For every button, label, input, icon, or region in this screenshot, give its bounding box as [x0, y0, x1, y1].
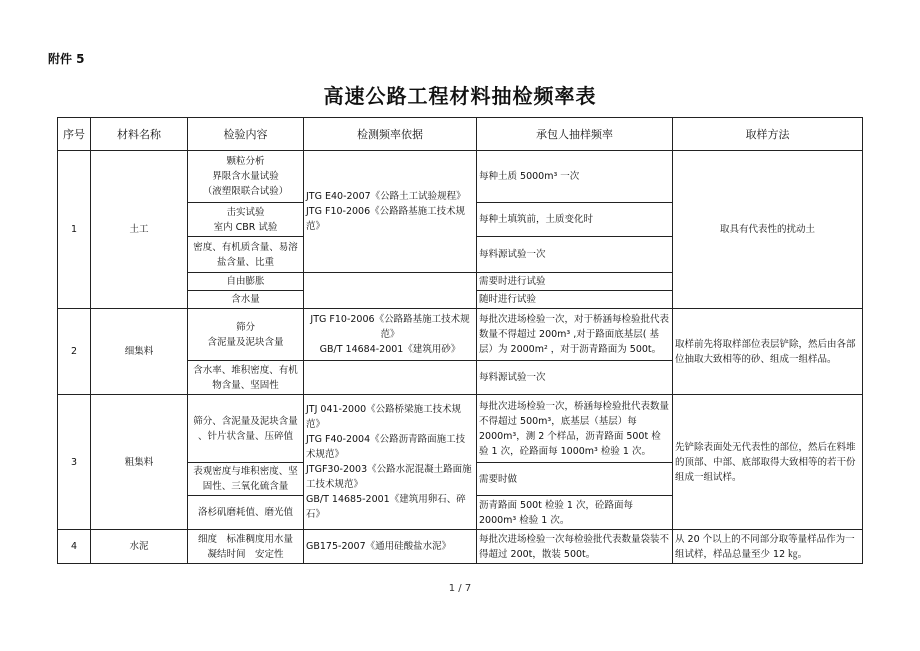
row-no: 4: [58, 530, 91, 564]
row-no: 1: [58, 151, 91, 309]
sampling-method: 取样前先将取样部位表层铲除，然后由各部位抽取大致相等的砂、组成一组样品。: [673, 309, 863, 395]
sampling-method: 从 20 个以上的不同部分取等量样品作为一组试样，样品总量至少 12 ㎏。: [673, 530, 863, 564]
test-basis-empty: [304, 361, 477, 395]
test-content: 表观密度与堆积密度、坚 固性、三氧化硫含量: [188, 463, 304, 496]
table-row: [58, 395, 863, 463]
sampling-frequency: 每批次进场检验一次，桥涵每检验批代表数量不得超过 500m³，底基层（基层）每 2000m³，测 2 个样品，沥青路面 500t 检验 1 次，砼路面每 1000m³ 检验 1 次。: [477, 395, 673, 463]
page-title: 高速公路工程材料抽检频率表: [323, 84, 597, 108]
test-content: 密度、有机质含量、易溶 盐含量、比重: [188, 237, 304, 273]
test-content: 细度 标准稠度用水量 凝结时间 安定性: [188, 530, 304, 564]
test-basis: JTJ 041-2000《公路桥梁施工技术规范》 JTG F40-2004《公路沥青路面施工技术规范》 JTGF30-2003《公路水泥混凝土路面施工技术规范》 GB/T 14685-2001《建筑用卵石、碎石》: [304, 395, 477, 530]
attachment-label: 附件 5: [48, 52, 85, 66]
test-basis-empty: [304, 273, 477, 309]
sampling-method: 取具有代表性的扰动土: [673, 151, 863, 309]
header-frequency: 承包人抽样频率: [477, 118, 673, 151]
table-header-row: [58, 118, 863, 151]
sampling-frequency: 需要时做: [477, 463, 673, 496]
test-basis: GB175-2007《通用硅酸盐水泥》: [304, 530, 477, 564]
page-number: 1 / 7: [448, 583, 472, 594]
test-content: 筛分 含泥量及泥块含量: [188, 309, 304, 361]
header-content: 检验内容: [188, 118, 304, 151]
table-row: [58, 309, 863, 361]
header-no: 序号: [58, 118, 91, 151]
sampling-frequency: 随时进行试验: [477, 291, 673, 309]
row-no: 3: [58, 395, 91, 530]
sampling-frequency: 需要时进行试验: [477, 273, 673, 291]
test-content: 含水量: [188, 291, 304, 309]
inspection-table: [57, 117, 863, 564]
material-name: 细集料: [91, 309, 188, 395]
material-name: 粗集料: [91, 395, 188, 530]
sampling-method: 先铲除表面处无代表性的部位，然后在料堆的顶部、中部、底部取得大致相等的若干份组成一组试样。: [673, 395, 863, 530]
test-basis: JTG E40-2007《公路土工试验规程》 JTG F10-2006《公路路基施工技术规范》: [304, 151, 477, 273]
header-material: 材料名称: [91, 118, 188, 151]
material-name: 土工: [91, 151, 188, 309]
material-name: 水泥: [91, 530, 188, 564]
test-content: 自由膨胀: [188, 273, 304, 291]
test-content: 含水率、堆积密度、有机 物含量、坚固性: [188, 361, 304, 395]
test-basis: JTG F10-2006《公路路基施工技术规范》 GB/T 14684-2001《建筑用砂》: [304, 309, 477, 361]
test-content: 击实试验 室内 CBR 试验: [188, 203, 304, 237]
row-no: 2: [58, 309, 91, 395]
table-row: [58, 151, 863, 203]
sampling-frequency: 每料源试验一次: [477, 361, 673, 395]
header-method: 取样方法: [673, 118, 863, 151]
table-row: [58, 530, 863, 564]
header-basis: 检测频率依据: [304, 118, 477, 151]
sampling-frequency: 沥青路面 500t 检验 1 次，砼路面每 2000m³ 检验 1 次。: [477, 496, 673, 530]
sampling-frequency: 每种土填筑前，土质变化时: [477, 203, 673, 237]
test-content: 洛杉矶磨耗值、磨光值: [188, 496, 304, 530]
test-content: 筛分、含泥量及泥块含量 、针片状含量、压碎值: [188, 395, 304, 463]
sampling-frequency: 每批次进场检验一次每检验批代表数量袋装不得超过 200t，散装 500t。: [477, 530, 673, 564]
sampling-frequency: 每料源试验一次: [477, 237, 673, 273]
sampling-frequency: 每批次进场检验一次，对于桥涵每检验批代表数量不得超过 200m³ ,对于路面底基层( 基层）为 2000m² ，对于沥青路面为 500t。: [477, 309, 673, 361]
test-content: 颗粒分析 界限含水量试验 （液塑限联合试验）: [188, 151, 304, 203]
sampling-frequency: 每种土质 5000m³ 一次: [477, 151, 673, 203]
